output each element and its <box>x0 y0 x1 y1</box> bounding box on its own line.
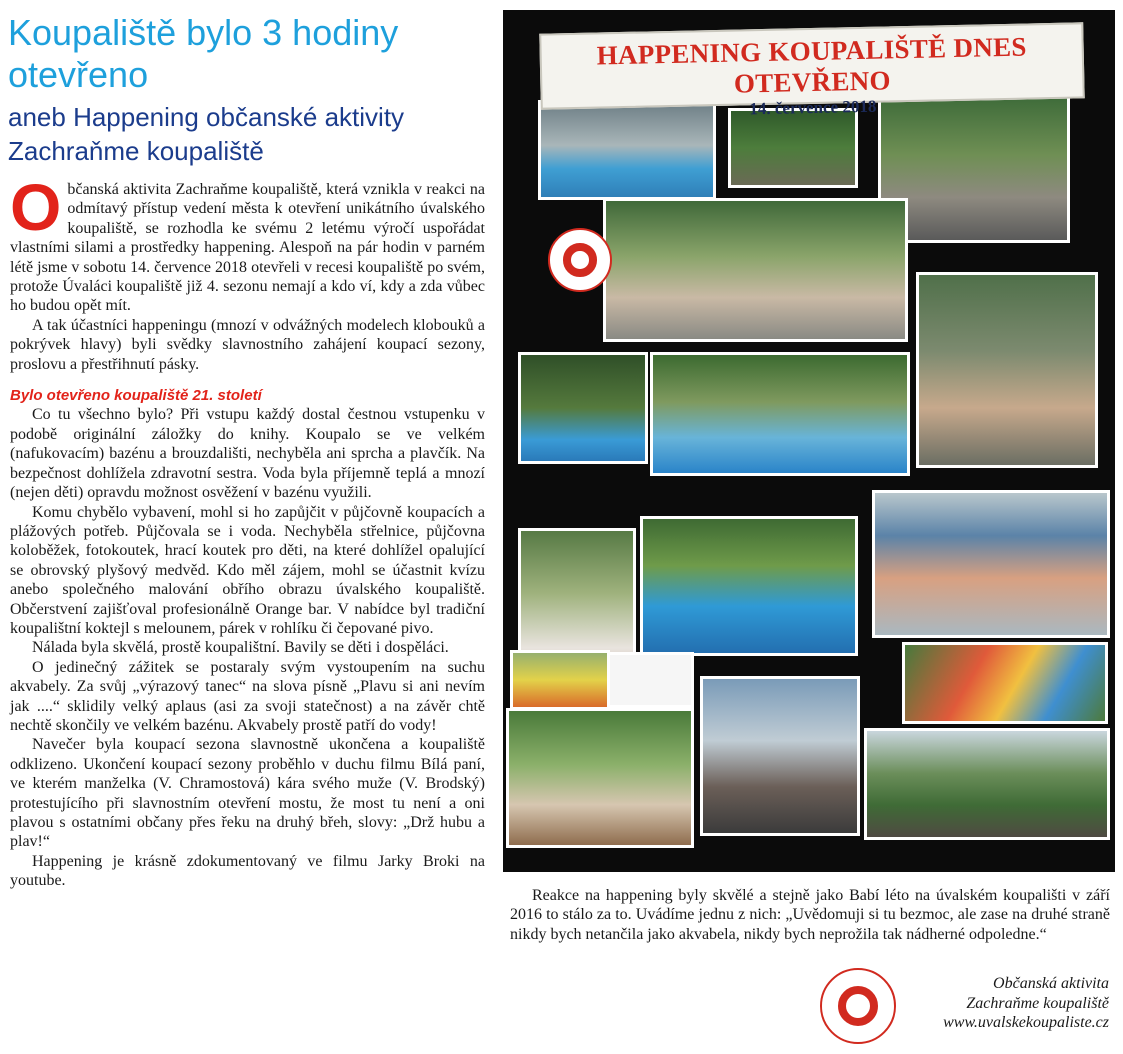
photo-swimmer-pool <box>518 352 648 464</box>
paragraph-3: Co tu všechno bylo? Při vstupu každý dostal čestnou vstupenku v podobě originální záložky do knihy. Koupalo se ve velkém (nafukovacím) bazénu a brouzdališti, nechyběla ani sprcha a plavčík. Na bezpečnost dohlížela zdravotní sestra. Voda byla příjemně teplá a mnozí (nejen děti) opravdu možnost osvěžení v bazénu využili. <box>10 406 485 502</box>
section-subheading: Bylo otevřeno koupaliště 21. století <box>10 387 262 405</box>
paragraph-2: A tak účastníci happeningu (mnozí v odvážných modelech klobouků a pokrývek hlavy) byli svědky slavnostního zahájení koupací sezony, proslovu a přestřihnutí pásky. <box>10 316 485 373</box>
paragraph-6: O jedinečný zážitek se postaraly svým vystoupením na suchu akvabely. Za svůj „výrazový tanec“ na slova písně „Plavu si ani nevím jak ....“ sklidily velký aplaus (asi za svoji statečnost) a na závěr chtě nechtě skončily ve velkém bazénu. Akvabely prostě patří do vody! <box>10 658 485 734</box>
photo-caption: Reakce na happening byly skvělé a stejně jako Babí léto na úvalském koupališti v září 2016 to stálo za to. Uvádíme jednu z nich: „Uvědomuji si tu bezmoc, ale zase na druhé straně nikdy bych netančila jako akvabela, nikdy bych neprožila tak nádherné odpoledne.“ <box>510 887 1110 943</box>
banner-title: HAPPENING KOUPALIŠTĚ DNES OTEVŘENO <box>596 31 1027 99</box>
paragraph-5: Nálada byla skvělá, prostě koupalištní. Bavily se děti i dospěláci. <box>32 639 449 657</box>
photo-pool-splash <box>650 352 910 476</box>
article-subtitle: aneb Happening občanské aktivity Zachraňme koupaliště <box>8 102 405 166</box>
website-link[interactable]: www.uvalskekoupaliste.cz <box>943 1014 1109 1031</box>
zachranme-koupaliste-logo <box>548 228 612 292</box>
paragraph-1: Občanská aktivita Zachraňme koupaliště, která vznikla v reakci na odmítavý přístup vedení města k otevření unikátního úvalského koupaliště, se rozhodla ke svému 2 letému výročí uspořádat vlastními silami a prostředky happening. Alespoň na pár hodin v parném létě jsme v sobotu 14. července 2018 otevřeli v recesi koupaliště po svém, protože Úvaláci koupaliště již 4. sezonu nemají a kdo ví, kdy a zda vůbec ho budou opět mít. <box>10 170 485 315</box>
photo-aquabelles <box>916 272 1098 468</box>
paragraph-7: Navečer byla koupací sezona slavnostně ukončena a koupaliště odklizeno. Ukončení koupací sezony proběhlo v duchu filmu Bílá paní, ve kterém manželka (V. Chramostová) kára svého muže (V. Brodský) protestujícího při slavnostním otevření mostu, že most tu není a oni plavou s ostatními občany přes řeku na druhý břeh, slovy: „Drž hubu a plav!“ <box>10 736 485 851</box>
lifebuoy-icon <box>563 243 597 277</box>
photo-koupaliste-sign <box>728 108 858 188</box>
banner-date: 14. července 2018 <box>749 96 877 119</box>
photo-umbrellas <box>902 642 1108 724</box>
signature-line-2: Zachraňme koupaliště <box>966 994 1109 1012</box>
photo-crowd-ribbon <box>603 198 908 342</box>
photo-first-aid <box>606 652 694 708</box>
article-title: Koupaliště bylo 3 hodiny otevřeno <box>8 12 399 95</box>
photo-visitors-group <box>700 676 860 836</box>
paragraph-8: Happening je krásně zdokumentovaný ve filmu Jarky Broki na youtube. <box>10 852 485 890</box>
happening-banner <box>539 22 1084 119</box>
signature-line-1: Občanská aktivita <box>993 975 1109 992</box>
drop-cap: O <box>10 170 62 244</box>
paragraph-4: Komu chybělo vybavení, mohl si ho zapůjčit v půjčovně koupacích a plážových potřeb. Půjčovala se i voda. Nechyběla střelnice, půjčovna koloběžek, fotokoutek, hrací koutek pro děti, na které dohlížel opalující se obrovský plyšový medvěd. Kdo měl zájem, mohl se účastnit kvízu anebo společného malování obřího obrazu úvalského koupaliště. Občerstvení zajišťoval profesionálně Orange bar. V nabídce byl tradiční koupalištní koktejl s melounem, párek v rohlíku či čepované pivo. <box>10 503 485 637</box>
photo-group-seated <box>864 728 1110 840</box>
article-body <box>10 170 485 891</box>
photo-bar-drinks <box>510 650 610 710</box>
photo-picnic-tables <box>506 708 694 848</box>
photo-kids-pool <box>640 516 858 656</box>
signature <box>849 974 1109 1033</box>
photo-swimsuit-boards <box>872 490 1110 638</box>
